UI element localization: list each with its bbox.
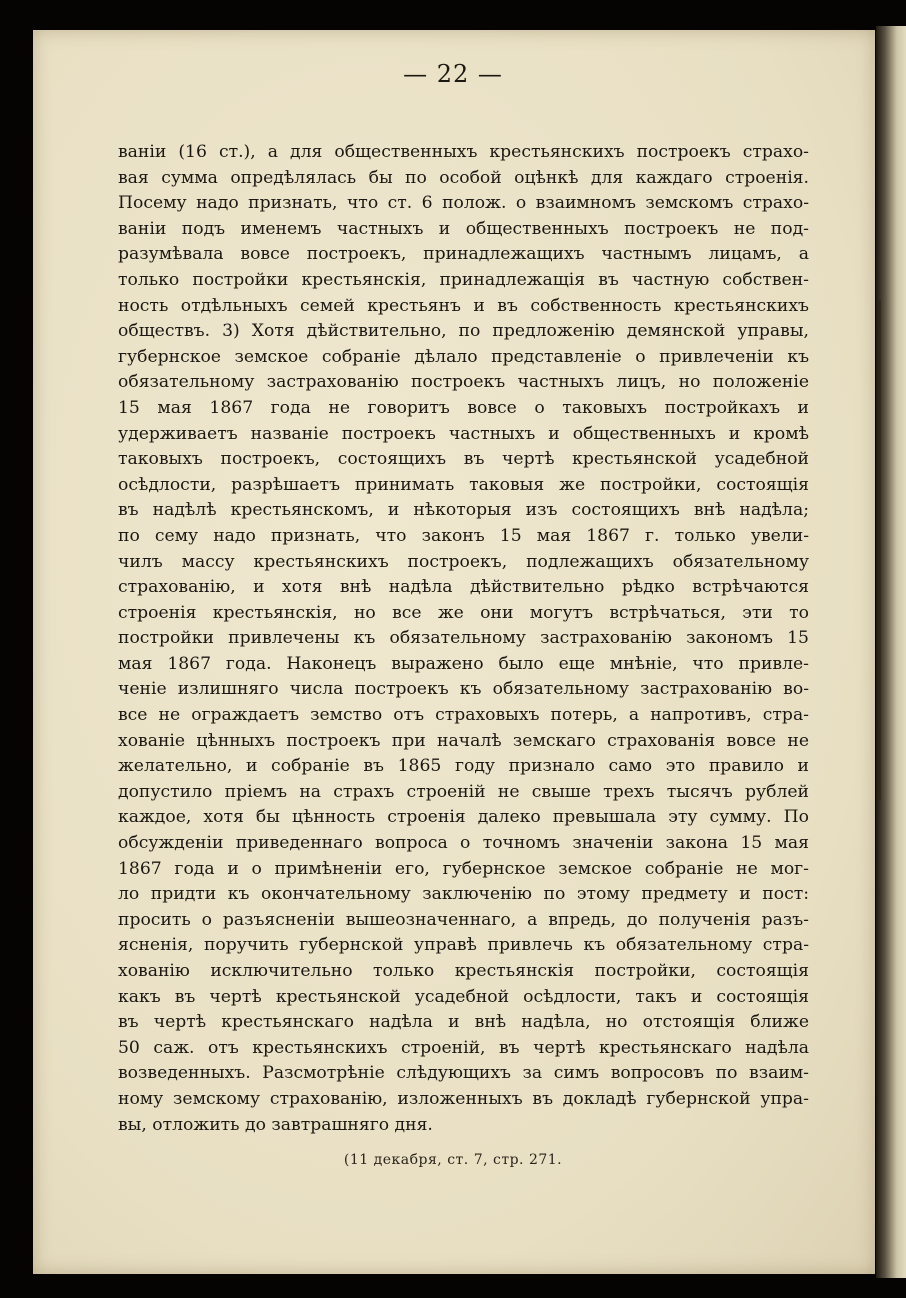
text-line: желательно, и собраніе въ 1865 году признало само это правило и [118, 756, 809, 777]
binding-shadow [878, 300, 881, 800]
text-line: ченіе излишняго числа построекъ къ обязательному застрахованію во- [118, 679, 809, 700]
page-number: — 22 — [403, 60, 503, 88]
text-line: ваніи подъ именемъ частныхъ и общественныхъ построекъ не под- [118, 218, 809, 239]
text-line: обязательному застрахованію построекъ частныхъ лицъ, но положеніе [118, 372, 809, 393]
text-line: удерживаетъ названіе построекъ частныхъ и общественныхъ и кромѣ [118, 423, 809, 444]
text-line: ваніи (16 ст.), а для общественныхъ крестьянскихъ построекъ страхо- [118, 142, 809, 162]
text-line: страхованію, и хотя внѣ надѣла дѣйствительно рѣдко встрѣчаются [118, 577, 809, 598]
text-line: 50 саж. отъ крестьянскихъ строеній, въ чертѣ крестьянскаго надѣла [118, 1037, 809, 1058]
text-line: обществъ. 3) Хотя дѣйствительно, по предложенію демянской управы, [118, 321, 809, 342]
text-line: хованію исключительно только крестьянскія постройки, состоящія [118, 961, 809, 981]
citation: (11 декабря, ст. 7, стр. 271. [343, 1152, 563, 1168]
text-line: только постройки крестьянскія, принадлежащія въ частную собствен- [118, 269, 809, 290]
text-line: 15 мая 1867 года не говоритъ вовсе о таковыхъ постройкахъ и [118, 397, 809, 418]
text-line: осѣдлости, разрѣшаетъ принимать таковыя же постройки, состоящія [118, 474, 809, 495]
text-line: мая 1867 года. Наконецъ выражено было еще мнѣніе, что привле- [118, 653, 809, 674]
text-line: возведенныхъ. Разсмотрѣніе слѣдующихъ за симъ вопросовъ по взаим- [118, 1063, 809, 1084]
text-line: по сему надо признать, что законъ 15 мая 1867 г. только увели- [118, 525, 809, 546]
text-line: какъ въ чертѣ крестьянской усадебной осѣдлости, такъ и состоящія [118, 986, 809, 1007]
text-line: губернское земское собраніе дѣлало представленіе о привлеченіи къ [118, 346, 809, 367]
text-line: каждое, хотя бы цѣнность строенія далеко превышала эту сумму. По [118, 807, 809, 828]
text-line: вая сумма опредѣлялась бы по особой оцѣнкѣ для каждаго строенія. [118, 167, 809, 188]
text-line: 1867 года и о примѣненіи его, губернское земское собраніе не мог- [118, 858, 809, 879]
text-line: просить о разъясненіи вышеозначеннаго, а впредь, до полученія разъ- [118, 909, 809, 930]
text-line: строенія крестьянскія, но все же они могутъ встрѣчаться, эти то [118, 602, 809, 623]
text-line: вы, отложить до завтрашняго дня. [118, 1114, 433, 1135]
text-line: въ надѣлѣ крестьянскомъ, и нѣкоторыя изъ состоящихъ внѣ надѣла; [118, 500, 809, 521]
text-line: обсужденіи приведеннаго вопроса о точномъ значеніи закона 15 мая [118, 833, 809, 854]
text-line: ность отдѣльныхъ семей крестьянъ и въ собственность крестьянскихъ [118, 295, 809, 316]
text-line: въ чертѣ крестьянскаго надѣла и внѣ надѣла, но отстоящія ближе [118, 1012, 809, 1033]
text-line: таковыхъ построекъ, состоящихъ въ чертѣ крестьянской усадебной [118, 449, 809, 470]
text-line: ясненія, поручить губернской управѣ привлечь къ обязательному стра- [118, 935, 809, 956]
text-line: все не ограждаетъ земство отъ страховыхъ потерь, а напротивъ, стра- [118, 705, 809, 726]
body-text [118, 140, 809, 1138]
text-line: постройки привлечены къ обязательному застрахованію закономъ 15 [118, 628, 809, 649]
text-line: чилъ массу крестьянскихъ построекъ, подлежащихъ обязательному [118, 551, 809, 572]
text-line: ному земскому страхованію, изложенныхъ въ докладѣ губернской упра- [118, 1088, 809, 1109]
text-line: хованіе цѣнныхъ построекъ при началѣ земскаго страхованія вовсе не [118, 730, 809, 751]
text-line: разумѣвала вовсе построекъ, принадлежащихъ частнымъ лицамъ, а [118, 244, 809, 265]
text-line: Посему надо признать, что ст. 6 полож. о взаимномъ земскомъ страхо- [118, 193, 809, 214]
text-line: ло придти къ окончательному заключенію по этому предмету и пост: [118, 884, 809, 905]
text-line: допустило пріемъ на страхъ строеній не свыше трехъ тысячъ рублей [118, 781, 809, 802]
